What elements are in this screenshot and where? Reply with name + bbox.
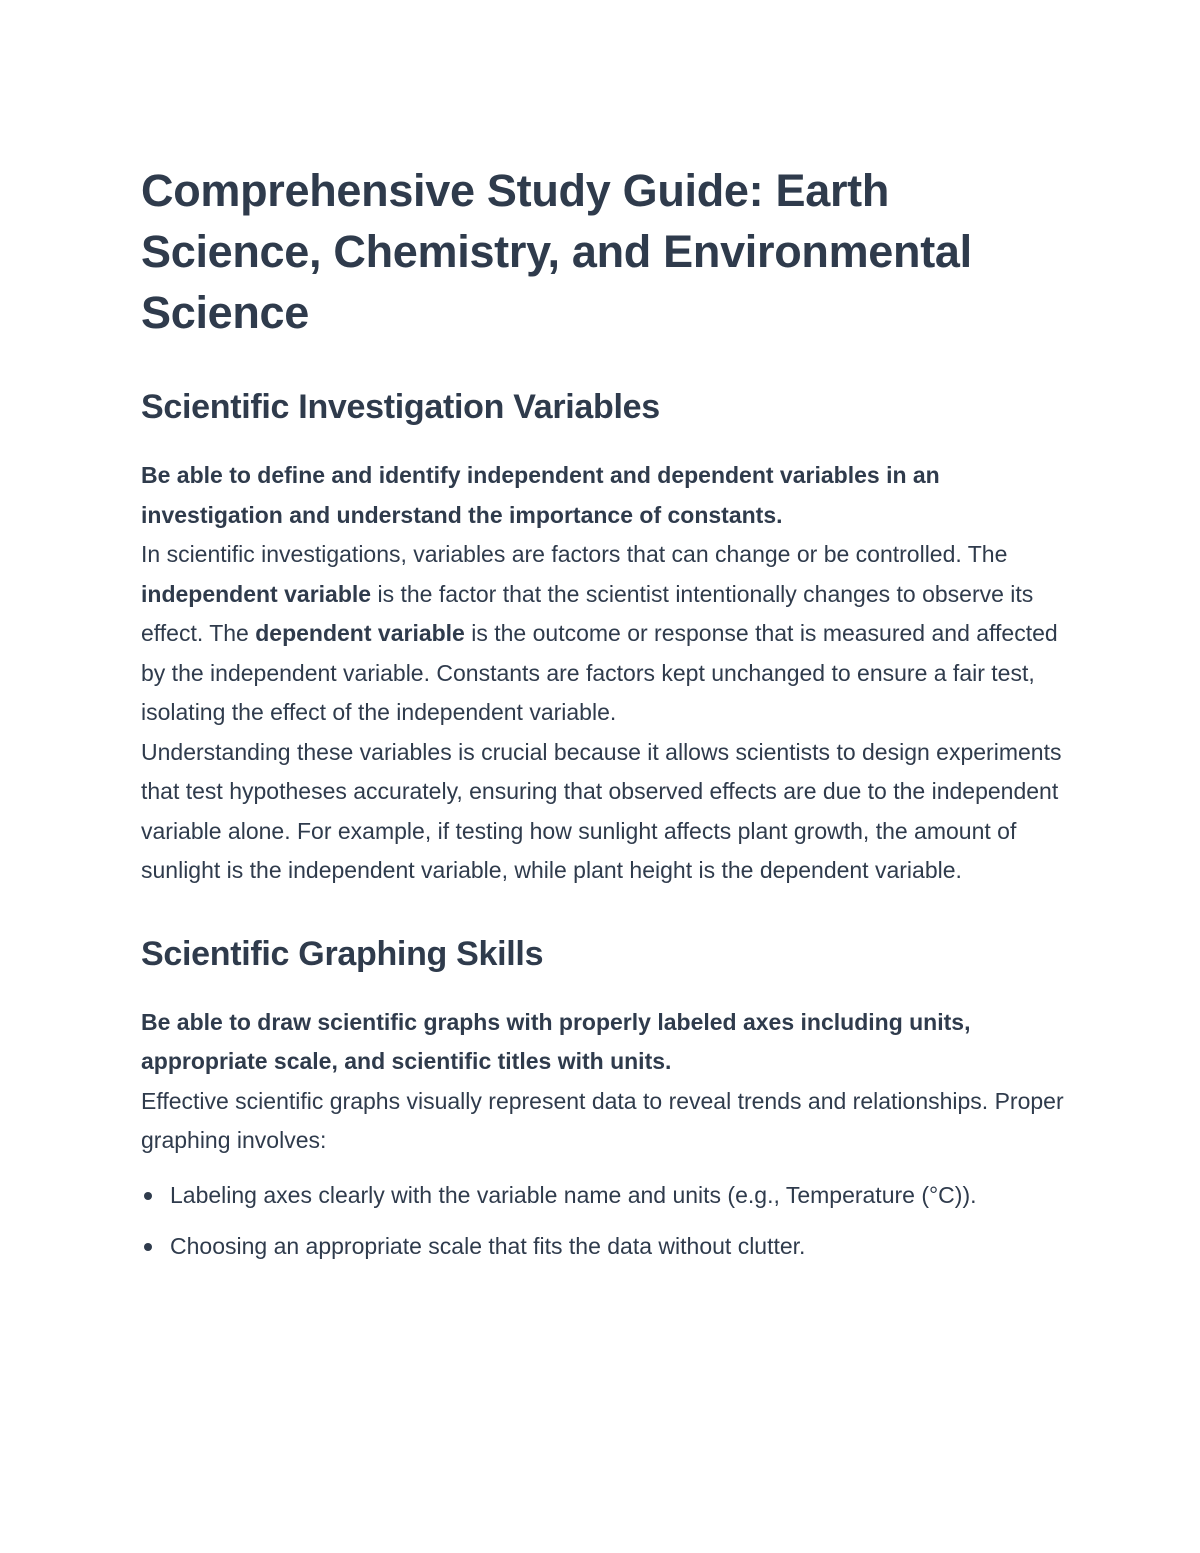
term-independent-variable: independent variable — [141, 580, 372, 607]
paragraph-text: In scientific investigations, variables are factors that can change or be controlled. The — [141, 541, 1008, 567]
list-item — [141, 1176, 1066, 1216]
graphing-intro-paragraph: Effective scientific graphs visually represent data to reveal trends and relationships. Proper graphing involves: — [141, 1087, 1064, 1153]
list-item — [141, 1227, 1066, 1267]
bullet-icon — [144, 1192, 152, 1200]
paragraph-text: is the outcome or response that is measured and affected by the independent variable. Constants are factors kept unchanged to ensure a fair test, isolating the effect of the independent variable. — [141, 620, 1058, 725]
learning-objective-variables: Be able to define and identify independent and dependent variables in an investigation and understand the importance of constants. — [141, 462, 940, 528]
learning-objective-graphing: Be able to draw scientific graphs with properly labeled axes including units, appropriate scale, and scientific titles with units. — [141, 1008, 971, 1074]
document-title: Comprehensive Study Guide: Earth Science, Chemistry, and Environmental Science — [141, 165, 972, 338]
graphing-bullet-list — [141, 1176, 1066, 1267]
paragraph-text: is the factor that the scientist intentionally changes to observe its effect. The — [141, 580, 1034, 646]
document-page — [141, 160, 1066, 1279]
variables-importance-paragraph: Understanding these variables is crucial because it allows scientists to design experiments that test hypotheses accurately, ensuring that observed effects are due to the independent variable alone. For example, if testing how sunlight affects plant growth, the amount of sunlight is the independent variable, while plant height is the dependent variable. — [141, 738, 1062, 883]
section-heading-graphing: Scientific Graphing Skills — [141, 934, 544, 973]
variables-definition-paragraph — [141, 535, 1066, 733]
section-heading-variables: Scientific Investigation Variables — [141, 388, 660, 426]
list-item-text: Choosing an appropriate scale that fits the data without clutter. — [170, 1233, 806, 1259]
term-dependent-variable: dependent variable — [255, 620, 465, 646]
bullet-icon — [144, 1243, 152, 1251]
list-item-text: Labeling axes clearly with the variable name and units (e.g., Temperature (°C)). — [170, 1181, 977, 1208]
